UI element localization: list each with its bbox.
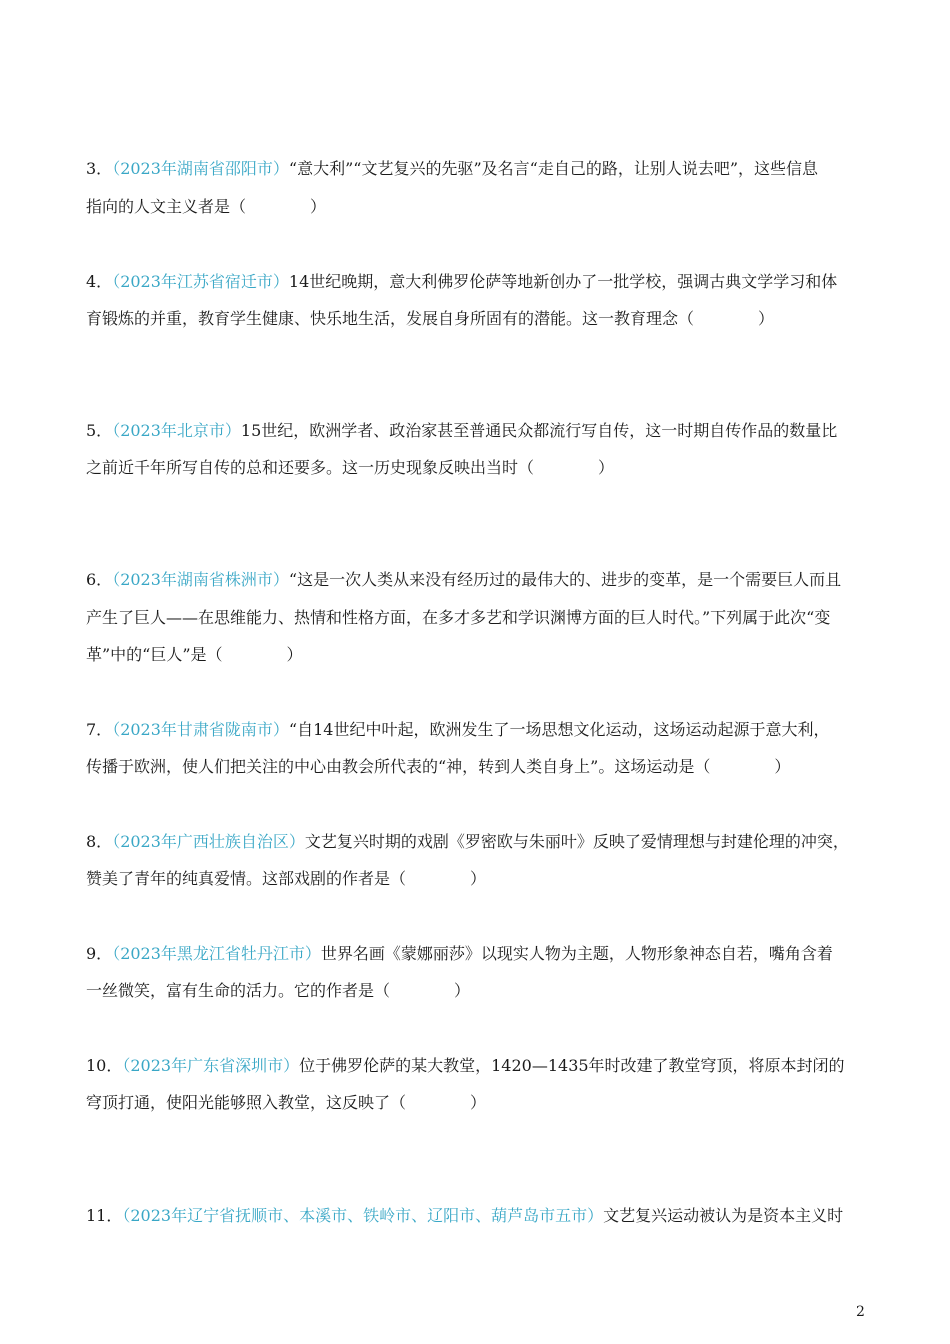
q8-source: （2023年广西壮族自治区）: [112, 832, 305, 851]
q3-text1: “意大利”“文艺复兴的先驱”及名言“走自己的路，让别人说去吧”，这些信息: [288, 159, 819, 178]
q3-number: 3．: [86, 159, 113, 178]
page-number: 2: [856, 1304, 865, 1320]
q3-source: （2023年湖南省邵阳市）: [112, 159, 289, 178]
q9-number: 9．: [86, 944, 113, 963]
q5-stem-line2: 之前近千年所写自传的总和还要多。这一历史现象反映出当时（ ）: [86, 458, 615, 477]
q10-stem-line2: 穹顶打通，使阳光能够照入教堂，这反映了（ ）: [86, 1093, 487, 1112]
q7-stem-line2: 传播于欧洲，使人们把关注的中心由教会所代表的“神，转到人类自身上”。这场运动是（ ）: [86, 757, 791, 776]
q4-text1: 14世纪晚期，意大利佛罗伦萨等地新创办了一批学校，强调古典文学学习和体: [288, 272, 838, 291]
q10-source: （2023年广东省深圳市）: [122, 1056, 300, 1075]
q5-text1: 15世纪，欧洲学者、政治家甚至普通民众都流行写自传，这一时期自传作品的数量比: [240, 421, 838, 440]
q8-text1: 文艺复兴时期的戏剧《罗密欧与朱丽叶》反映了爱情理想与封建伦理的冲突，: [304, 832, 849, 851]
q11-source: （2023年辽宁省抚顺市、本溪市、铁岭市、辽阳市、葫芦岛市五市）: [122, 1206, 604, 1225]
q11-number: 11．: [86, 1206, 123, 1225]
q11-text1: 文艺复兴运动被认为是资本主义时: [603, 1206, 844, 1225]
q4-stem-line2: 育锻炼的并重，教育学生健康、快乐地生活，发展自身所固有的潜能。这一教育理念（ ）: [86, 309, 775, 328]
q11-stem-line1: [86, 1206, 866, 1226]
q9-stem-line2: 一丝微笑，富有生命的活力。它的作者是（ ）: [86, 981, 471, 1000]
q6-number: 6．: [86, 570, 113, 589]
q6-stem-line1: [86, 570, 866, 590]
q10-text1: 位于佛罗伦萨的某大教堂，1420—1435年时改建了教堂穹顶，将原本封闭的: [299, 1056, 845, 1075]
q5-source: （2023年北京市）: [112, 421, 241, 440]
q4-number: 4．: [86, 272, 113, 291]
q10-number: 10．: [86, 1056, 123, 1075]
q10-stem-line1: [86, 1056, 866, 1076]
q8-stem-line2: 赞美了青年的纯真爱情。这部戏剧的作者是（ ）: [86, 869, 487, 888]
q9-source: （2023年黑龙江省牡丹江市）: [112, 944, 321, 963]
q6-stem-line2: 产生了巨人——在思维能力、热情和性格方面，在多才多艺和学识渊博方面的巨人时代。”下列属于此次“变: [86, 608, 831, 627]
q5-stem-line1: [86, 421, 866, 441]
q3-stem-line1: [86, 159, 866, 179]
q6-source: （2023年湖南省株洲市）: [112, 570, 289, 589]
q3-stem-line2: 指向的人文主义者是（ ）: [86, 197, 327, 216]
q4-stem-line1: [86, 272, 866, 292]
q5-number: 5．: [86, 421, 113, 440]
q7-number: 7．: [86, 720, 113, 739]
q4-source: （2023年江苏省宿迁市）: [112, 272, 289, 291]
q9-stem-line1: [86, 944, 866, 964]
q7-text1: “自14世纪中叶起，欧洲发生了一场思想文化运动，这场运动起源于意大利，: [288, 720, 830, 739]
q7-source: （2023年甘肃省陇南市）: [112, 720, 289, 739]
q8-number: 8．: [86, 832, 113, 851]
q9-text1: 世界名画《蒙娜丽莎》以现实人物为主题，人物形象神态自若，嘴角含着: [320, 944, 833, 963]
q6-text1: “这是一次人类从来没有经历过的最伟大的、进步的变革，是一个需要巨人而且: [288, 570, 842, 589]
q8-stem-line1: [86, 832, 866, 852]
q7-stem-line1: [86, 720, 866, 740]
q6-stem-line3: 革”中的“巨人”是（ ）: [86, 645, 303, 664]
